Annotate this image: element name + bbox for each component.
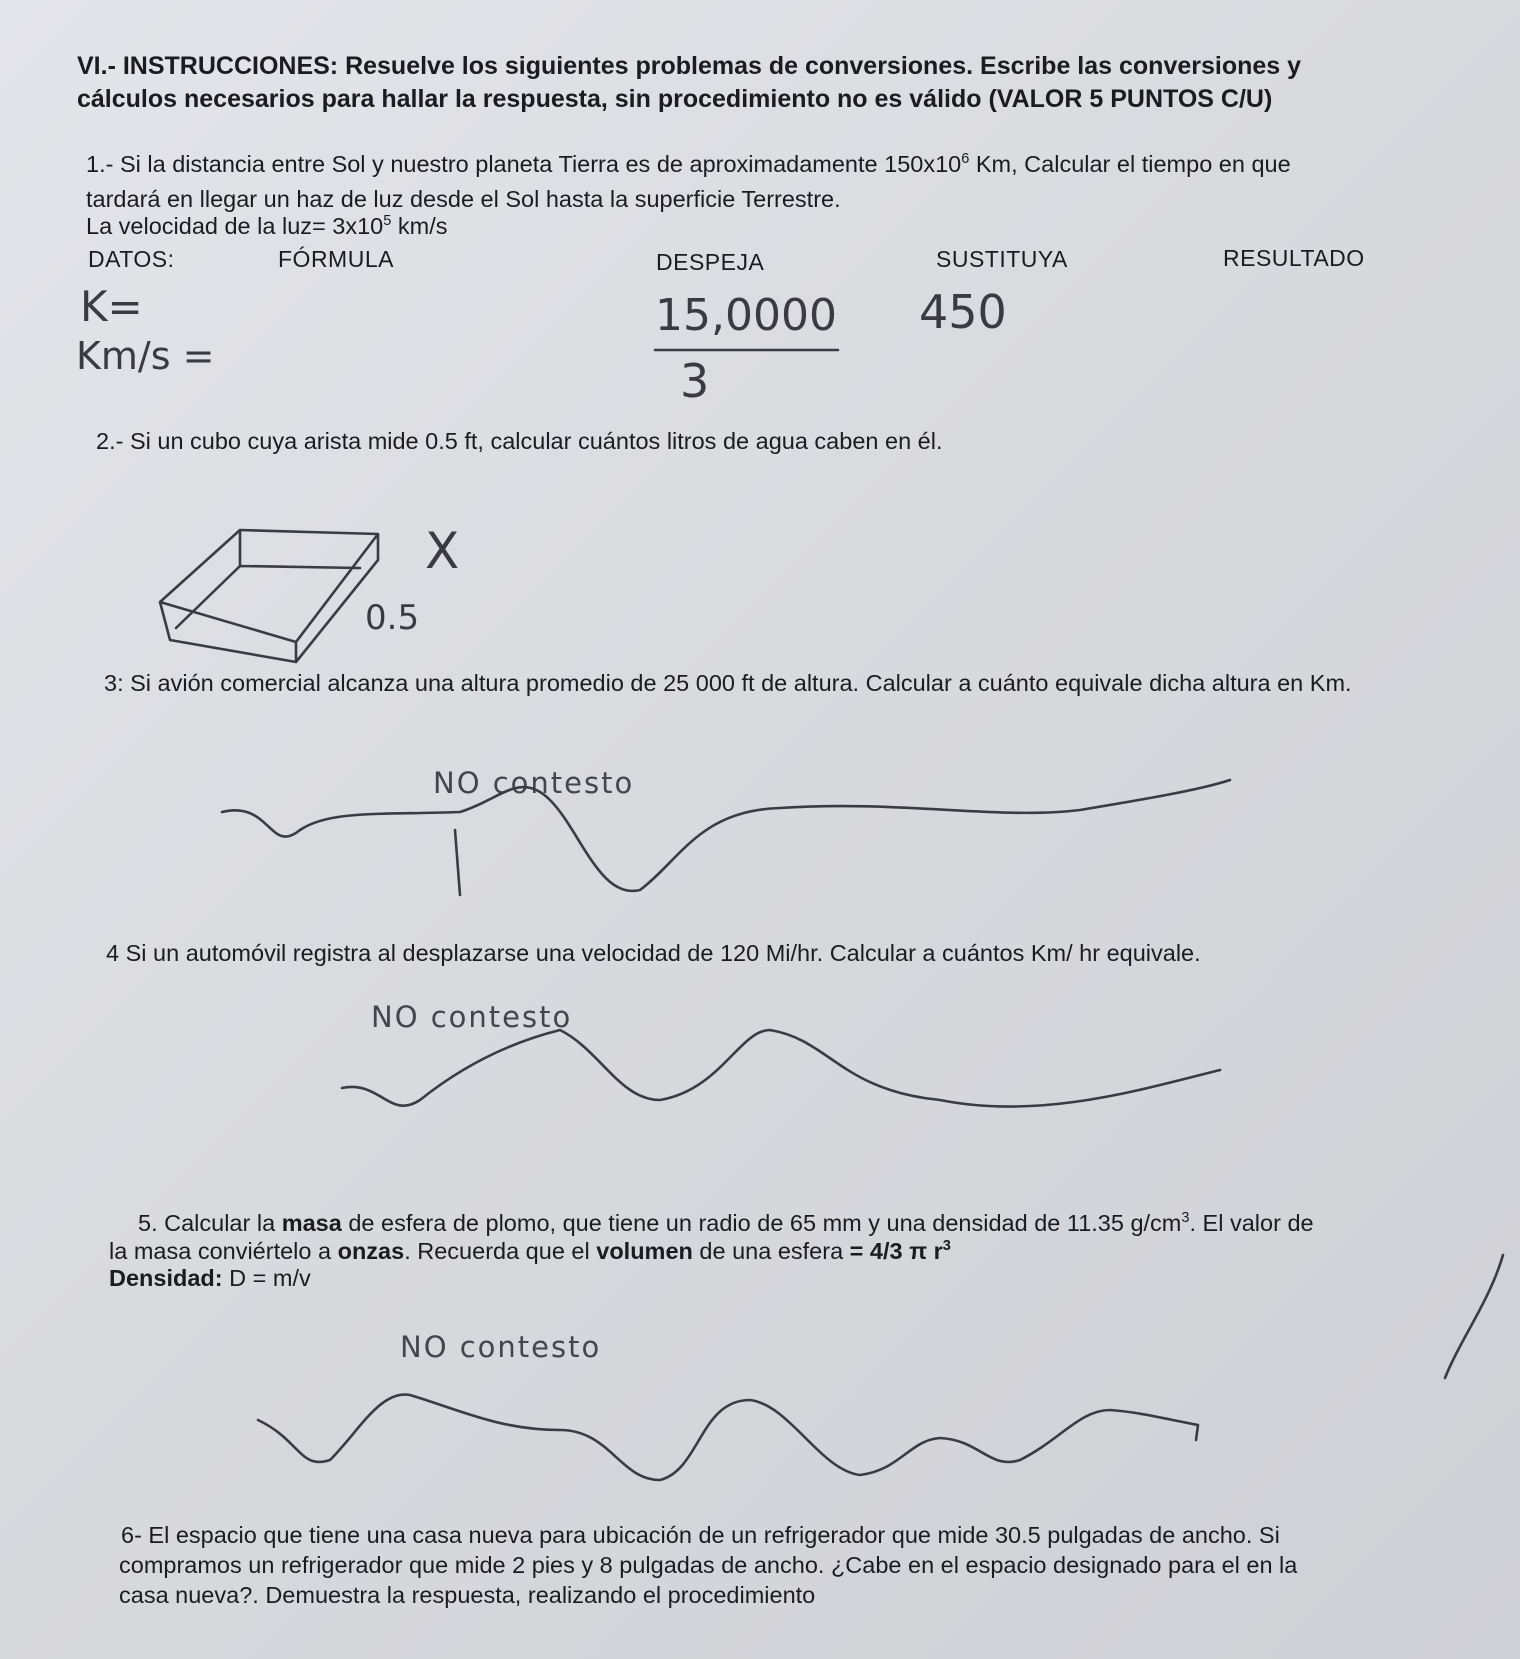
- hw-datos-1: K=: [80, 282, 143, 331]
- instructions-line-1: VI.- INSTRUCCIONES: Resuelve los siguientes problemas de conversiones. Escribe las conversiones y: [77, 52, 1302, 80]
- hw-despeja-2: 3: [680, 354, 710, 408]
- hw-despeja-1: 15,0000: [655, 290, 837, 341]
- column-datos: DATOS:: [88, 246, 175, 272]
- column-sustituya: SUSTITUYA: [936, 246, 1068, 272]
- q6-line-1: 6- El espacio que tiene una casa nueva para ubicación de un refrigerador que mide 30.5 pulgadas de ancho. Si: [121, 1522, 1280, 1548]
- q1-line-3: La velocidad de la $luz= 3x10^5$ km/s: [86, 213, 448, 239]
- q5-line-1: 5. Calcular la masa de esfera de plomo, que tiene un radio de 65 mm y una densidad de 11.35 $g/cm^3$. El valor de: [138, 1210, 1314, 1236]
- hw-cube-label: 0.5: [365, 598, 420, 638]
- q1-line-2: tardará en llegar un haz de luz desde el Sol hasta la superficie Terrestre.: [86, 186, 841, 212]
- q6-line-2: compramos un refrigerador que mide 2 pies y 8 pulgadas de ancho. ¿Cabe en el espacio designado para el en la: [119, 1552, 1298, 1578]
- q1-line-1: 1.- Si la distancia entre Sol y nuestro planeta Tierra es de aproximadamente $150x10^6$ Km, Calcular el tiempo en que: [86, 151, 1291, 177]
- hw-sustituya: 450: [919, 285, 1007, 339]
- hw-q4-no-answer: NO contesto: [371, 1000, 573, 1034]
- q4-text: 4 Si un automóvil registra al desplazarse una velocidad de 120 Mi/hr. Calcular a cuántos Km/ hr equivale.: [106, 940, 1201, 966]
- column-despeja: DESPEJA: [656, 249, 765, 275]
- q3-text: 3: Si avión comercial alcanza una altura promedio de 25 000 ft de altura. Calcular a cuánto equivale dicha altura en Km.: [104, 670, 1352, 696]
- q2-text: 2.- Si un cubo cuya arista mide 0.5 ft, calcular cuántos litros de agua caben en él.: [96, 428, 943, 454]
- instructions-line-2: cálculos necesarios para hallar la respuesta, sin procedimiento no es válido (VALOR 5 PUNTOS C/U): [77, 85, 1273, 113]
- hw-q4-squiggle: [342, 1030, 1220, 1107]
- hw-cross-mark: X: [425, 522, 460, 580]
- hw-cube-drawing: [160, 530, 378, 662]
- sphere-volume-formula: = 4/3 π $r^3$: [849, 1238, 951, 1264]
- q5-line-3: Densidad: D = m/v: [109, 1265, 311, 1291]
- hw-q3-no-answer: NO contesto: [433, 766, 635, 800]
- q5-line-2: la masa conviértelo a onzas. Recuerda que el volumen de una esfera = 4/3 π $r^3$: [109, 1238, 951, 1264]
- hw-q5-no-answer: NO contesto: [400, 1330, 602, 1364]
- hw-datos-2: Km/s =: [76, 334, 215, 378]
- column-formula: FÓRMULA: [278, 246, 394, 272]
- hw-q3-squiggle: [222, 780, 1230, 891]
- column-resultado: RESULTADO: [1223, 245, 1365, 271]
- hw-margin-line: [1445, 1255, 1503, 1378]
- q6-line-3: casa nueva?. Demuestra la respuesta, realizando el procedimiento: [119, 1582, 816, 1608]
- hw-q5-squiggle: [258, 1395, 1198, 1480]
